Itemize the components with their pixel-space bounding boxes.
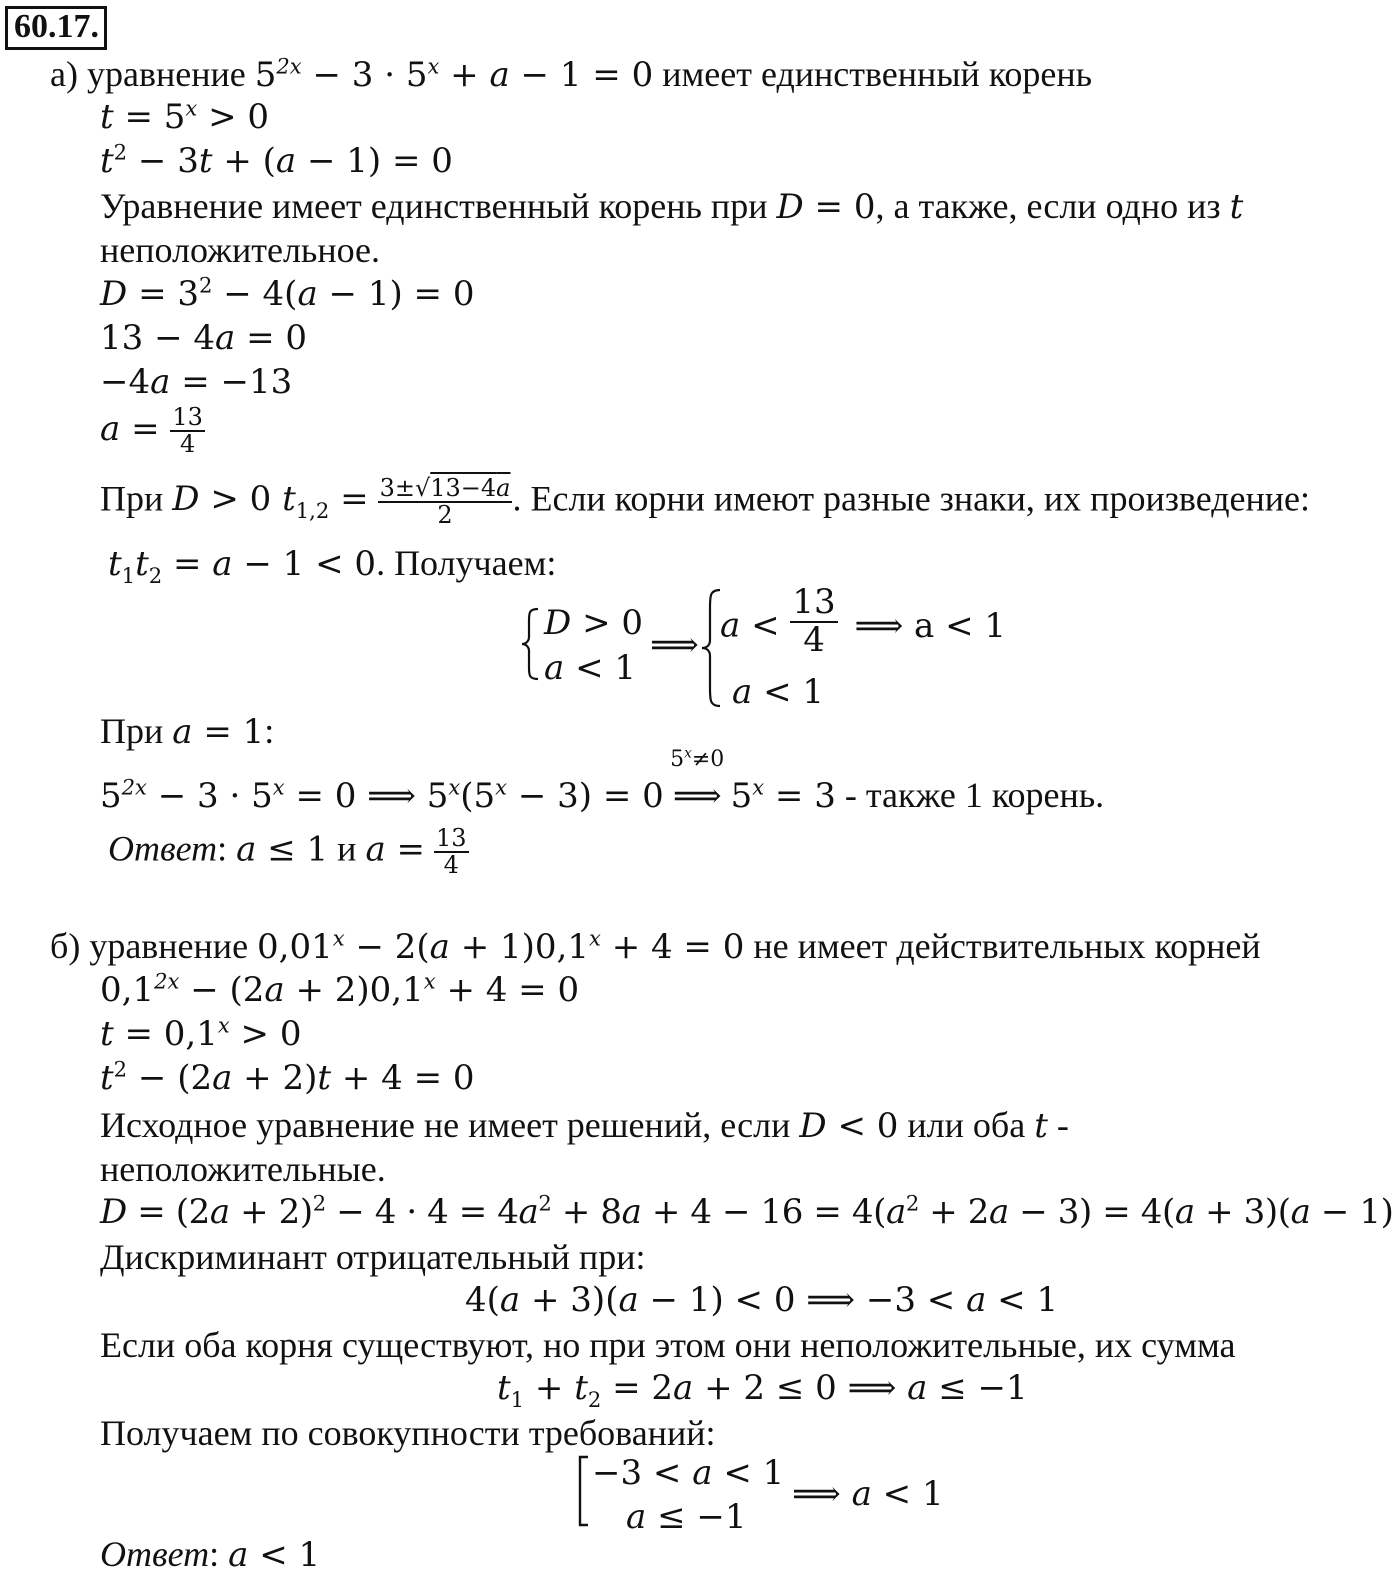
fraction-denominator: 4: [443, 851, 459, 880]
part-a-a-value: a = $\frac{13}{4}$: [100, 403, 203, 459]
part-a-condition: [100, 186, 1244, 227]
part-b-negative-eq: 4(a + 3)(a − 1) < 0 ⟹ −3 < a < 1: [465, 1280, 1059, 1320]
left-brace-icon: [520, 607, 542, 681]
arrow-caption: $5^x\ne 0$: [670, 745, 725, 772]
part-b-condition-text: Исходное уравнение не имеет решений, если: [100, 1105, 791, 1145]
part-a-step-1: 13 − 4a = 0: [100, 318, 308, 358]
part-a-substitution: $t = 5^x > 0$: [100, 95, 270, 137]
system-arrow: ⟹: [650, 625, 699, 665]
system-mid-2: a < 1: [732, 672, 825, 712]
fraction-denominator: 4: [180, 430, 196, 459]
part-a-product-tail: . Получаем:: [376, 543, 557, 583]
part-b-intro-equation: $0,01^x - 2(a + 1)0,1^x + 4 = 0$: [257, 925, 745, 967]
part-a-condition-text: Уравнение имеет единственный корень при: [100, 186, 768, 226]
part-a-product: $t_1t_2 = a - 1 < 0$: [108, 544, 377, 588]
part-b-sum-text: Если оба корня существуют, но при этом они неположительные, их сумма: [100, 1325, 1236, 1365]
part-a-roots-fraction: [378, 476, 513, 528]
fraction-13-4: [434, 826, 469, 878]
part-a-condition-cont: неположительное.: [100, 230, 381, 270]
part-a-product-line: [108, 543, 557, 588]
fraction-13-4: [170, 405, 205, 457]
part-a-intro-equation: $5^{2x} - 3 \cdot 5^x + a - 1 = 0$: [254, 53, 654, 95]
fraction-denominator: 2: [437, 501, 453, 530]
part-b-condition-eq: D < 0: [799, 1106, 899, 1146]
fraction-numerator: 3±√13−4a: [379, 474, 511, 502]
left-bracket-icon: [576, 1455, 592, 1527]
problem-number: 60.17.: [5, 6, 107, 50]
part-a-intro-tail: имеет единственный корень: [662, 54, 1093, 94]
part-a-intro-text: уравнение: [86, 54, 246, 94]
part-b-discriminant: $D = (2a + 2)^2 - 4 \cdot 4 = 4a^2 + 8a + 4 - 16 = 4(a^2 + 2a - 3) = 4(a + 3)(a - 1)$: [100, 1190, 1394, 1232]
part-a-roots-text: . Если корни имеют разные знаки, их произведение:: [512, 478, 1311, 519]
part-a-case-line: [100, 711, 275, 752]
part-b-rewrite: $0,1^{2x} - (2a + 2)0,1^x + 4 = 0$: [100, 968, 580, 1010]
fraction-numerator: 13: [792, 582, 836, 622]
part-a-roots-pre: При: [100, 478, 164, 519]
fraction-numerator: 13: [436, 824, 467, 852]
part-a-discriminant: $D = 3^2 - 4(a - 1) = 0$: [100, 272, 475, 314]
part-b-condition: [100, 1105, 1069, 1146]
part-a-step-2: −4a = −13: [100, 362, 293, 402]
part-b-quadratic: $t^2 - (2a + 2)t + 4 = 0$: [100, 1056, 475, 1098]
part-b-union-text: Получаем по совокупности требований:: [100, 1413, 716, 1453]
system-left-1: D > 0: [544, 603, 644, 643]
part-b-negative-text: Дискриминант отрицательный при:: [100, 1237, 646, 1277]
part-a-case-arrow: $5^x\ne 0$ ⟹: [670, 745, 725, 816]
part-a-case-eq: a = 1: [172, 712, 265, 752]
system-result: ⟹ a < 1: [854, 605, 1007, 646]
part-a-intro: [50, 53, 1093, 95]
part-a-case-result: $5^x = 3$: [730, 774, 836, 816]
part-a-condition-text-2: , а также, если одно из: [875, 186, 1221, 226]
fraction-numerator: 13: [172, 403, 203, 431]
part-b-condition-cont: неположительные.: [100, 1149, 386, 1189]
part-a-case-equation: [100, 745, 1105, 816]
union-line-1: −3 < a < 1: [592, 1453, 785, 1493]
answer-label: Ответ: [108, 828, 218, 869]
union-line-2: a ≤ −1: [626, 1497, 747, 1537]
answer-and: и: [337, 828, 357, 869]
part-b-intro: [50, 925, 1261, 967]
part-b-sum-eq: $t_1 + t_2 = 2a + 2 \le 0$ ⟹ a ≤ −1: [497, 1368, 1028, 1412]
part-a-answer: [108, 826, 469, 878]
part-b-condition-dash: -: [1056, 1105, 1069, 1145]
part-a-case-pre: При: [100, 711, 164, 751]
system-left-2: a < 1: [544, 648, 637, 688]
part-a-condition-eq: D = 0: [776, 187, 876, 227]
answer-value: a < 1: [228, 1535, 321, 1575]
union-result: ⟹ a < 1: [792, 1474, 944, 1514]
part-b-intro-tail: не имеет действительных корней: [753, 926, 1261, 966]
part-b-condition-var: t: [1034, 1106, 1048, 1146]
answer-colon: :: [209, 1534, 220, 1574]
part-a-case-colon: :: [264, 711, 275, 751]
part-b-substitution: $t = 0,1^x > 0$: [100, 1012, 302, 1054]
answer-value-1: a ≤ 1: [236, 829, 329, 870]
part-b-marker: б): [50, 926, 81, 966]
answer-colon: :: [217, 828, 228, 869]
part-b-intro-text: уравнение: [89, 926, 249, 966]
fraction-denominator: 4: [803, 619, 825, 660]
part-a-case-tail: - также 1 корень.: [835, 775, 1105, 815]
fraction-13-4: [790, 582, 837, 660]
part-a-roots-cond: D > 0 $t_{1,2}$ =: [172, 479, 369, 524]
answer-value-2: a =: [365, 829, 426, 870]
part-a-quadratic: $t^2 - 3t + (a - 1) = 0$: [100, 139, 453, 181]
part-b-condition-text-2: или оба: [907, 1105, 1026, 1145]
part-a-case-eq-line: $5^{2x} - 3 \cdot 5^x = 0$ ⟹ $5^x(5^x - 3) = 0$: [100, 774, 664, 816]
part-a-roots-line: [100, 476, 1310, 528]
part-a-marker: а): [50, 54, 78, 94]
part-a-condition-var: t: [1229, 187, 1244, 227]
system-mid-1: a < $\frac{13}{4}$ ⟹ a < 1: [720, 582, 1007, 660]
answer-label: Ответ: [100, 1534, 210, 1574]
